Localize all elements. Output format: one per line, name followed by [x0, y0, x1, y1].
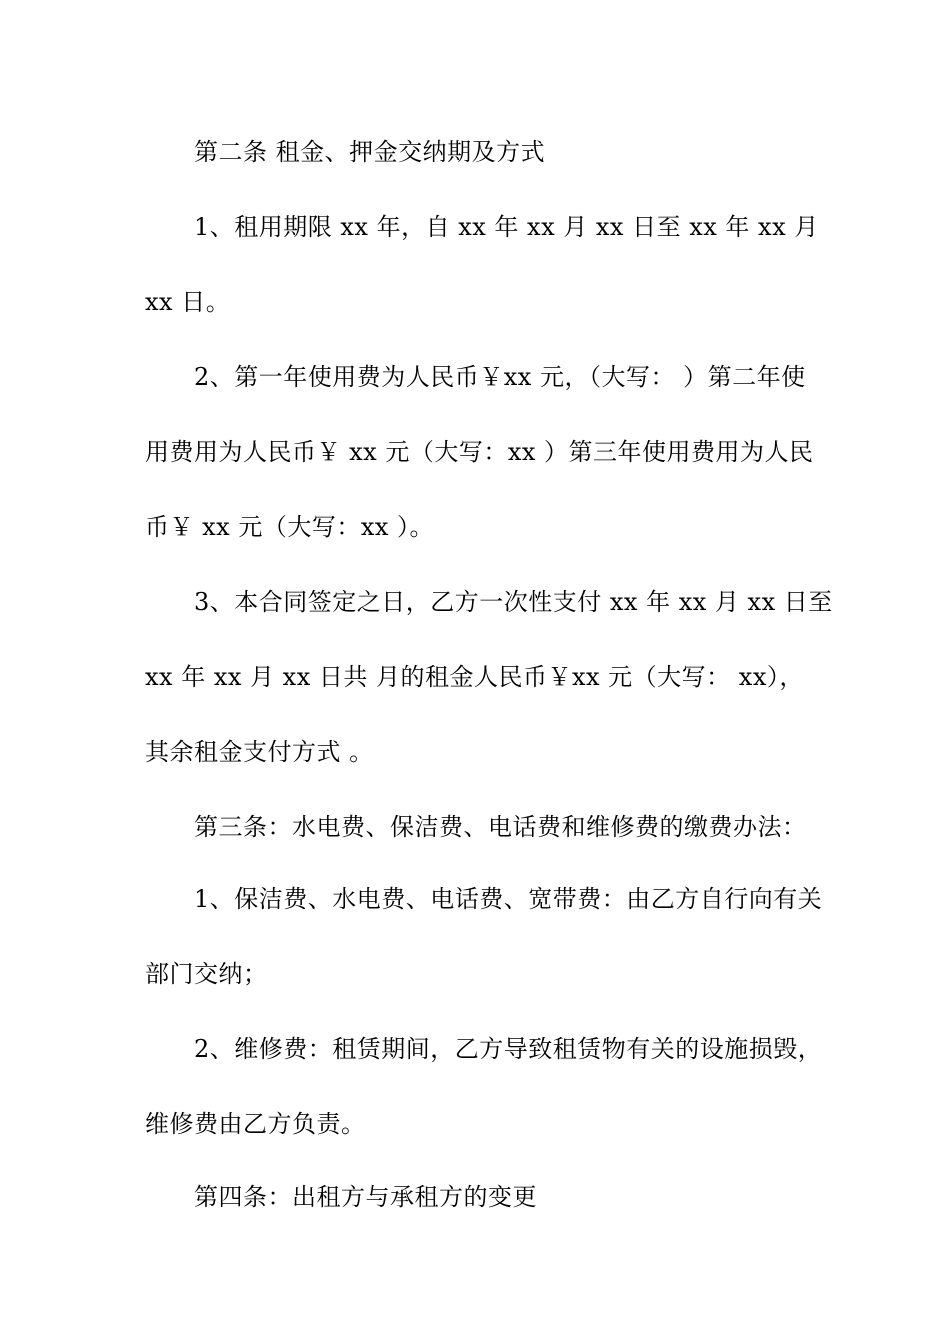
paragraph-line: xx 日。 — [145, 288, 231, 316]
article-3-heading: 第三条：水电费、保洁费、电话费和维修费的缴费办法： — [145, 813, 807, 841]
paragraph-line: 其余租金支付方式 。 — [145, 738, 374, 766]
paragraph-line: 2、维修费：租赁期间，乙方导致租赁物有关的设施损毁， — [145, 1035, 823, 1063]
paragraph-line: 1、租用期限 xx 年，自 xx 年 xx 月 xx 日至 xx 年 xx 月 — [145, 213, 819, 241]
paragraph-line: 部门交纳； — [145, 960, 268, 988]
paragraph-line: 用费用为人民币￥ xx 元（大写：xx ）第三年使用费用为人民 — [145, 438, 814, 466]
article-2-heading: 第二条 租金、押金交纳期及方式 — [145, 138, 546, 166]
paragraph-line: 3、本合同签定之日，乙方一次性支付 xx 年 xx 月 xx 日至 — [145, 588, 833, 616]
paragraph-line: 2、第一年使用费为人民币￥xx 元，（大写： ）第二年使 — [145, 363, 806, 391]
paragraph-line: 维修费由乙方负责。 — [145, 1110, 366, 1138]
paragraph-line: 币￥ xx 元（大写：xx ）。 — [145, 513, 435, 541]
paragraph-line: xx 年 xx 月 xx 日共 月的租金人民币￥xx 元（大写： xx）， — [145, 663, 804, 691]
article-4-heading: 第四条：出租方与承租方的变更 — [145, 1183, 537, 1211]
paragraph-line: 1、保洁费、水电费、电话费、宽带费：由乙方自行向有关 — [145, 885, 823, 913]
